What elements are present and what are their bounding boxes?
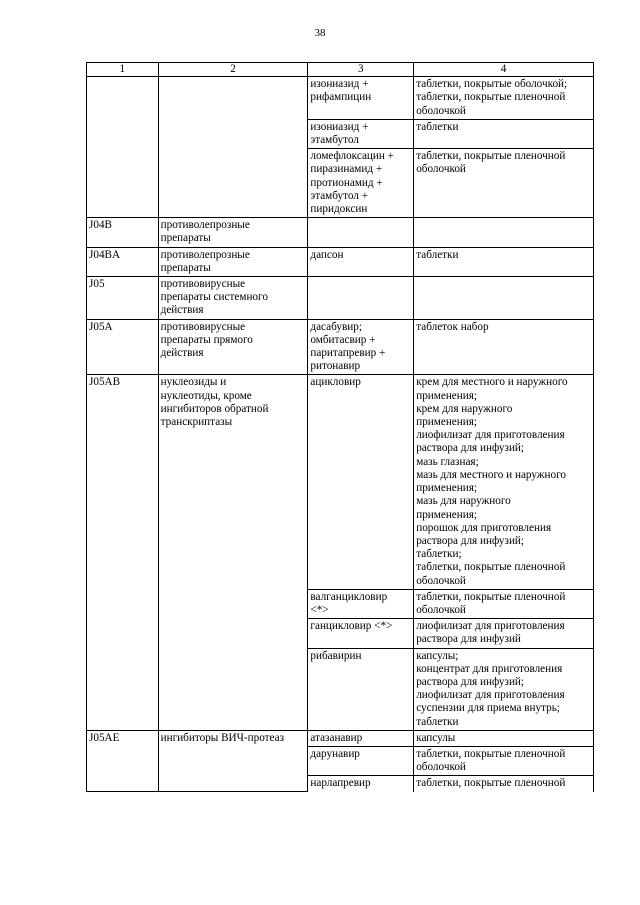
cell-line: лиофилизат для приготовления [416,689,565,702]
cell-line: атазанавир [310,731,363,744]
cell-line: таблетки, покрытые пленочной [416,590,566,603]
cell-line: таблетки, покрытые пленочной [416,561,566,574]
cell-line: таблеток набор [416,320,489,333]
atc-code-cell [87,247,159,276]
cell-line: мазь глазная; [416,455,479,468]
cell-line: J04BA [89,248,121,261]
cell-line: противолепрозные [160,219,250,232]
atc-code-cell [87,277,159,320]
cell-line: ингибиторов обратной [160,402,269,415]
cell-line: таблетки [416,248,459,261]
atc-group-cell [158,319,308,375]
cell-line: лиофилизат для приготовления [416,429,565,442]
cell-line: J05AE [89,731,120,744]
atc-group-cell [158,77,308,218]
cell-line: дарунавир [310,747,360,760]
column-header: 1 [87,63,159,77]
drug-name-cell [308,619,414,648]
cell-line: нарлапревир [310,777,371,790]
cell-line: мазь для наружного [416,495,511,508]
cell-line: капсулы; [416,649,459,662]
cell-line: этамбутол [310,134,359,147]
cell-line: нуклеотиды, кроме [160,389,252,402]
dosage-form-cell [414,375,594,589]
column-header: 3 [308,63,414,77]
cell-line: пиразинамид + [310,163,383,176]
cell-line: противовирусные [160,278,246,291]
drug-name-cell [308,319,414,375]
dosage-form-cell [414,589,594,618]
cell-line: действия [160,347,204,360]
cell-line: J05A [89,320,113,333]
cell-line: рибавирин [310,649,362,662]
cell-line: концентрат для приготовления [416,662,563,675]
cell-line: применения; [416,416,477,429]
drug-table [86,62,594,792]
dosage-form-cell [414,149,594,218]
atc-group-cell [158,730,308,791]
cell-line: суспензии для приема внутрь; [416,702,560,715]
cell-line: ганцикловир <*> [310,620,393,633]
drug-name-cell [308,119,414,148]
atc-code-cell [87,730,159,791]
drug-name-cell [308,149,414,218]
cell-line: ритонавир [310,360,361,373]
dosage-form-cell [414,619,594,648]
table-row [87,218,594,247]
drug-name-cell [308,277,414,320]
cell-line: раствора для инфузий; [416,534,525,547]
cell-line: дапсон [310,248,344,261]
cell-line: таблетки [416,715,459,728]
drug-name-cell [308,247,414,276]
cell-line: омбитасвир + [310,333,376,346]
cell-line: таблетки, покрытые пленочной [416,777,566,790]
atc-code-cell [87,218,159,247]
cell-line: J05 [89,278,105,291]
dosage-form-cell [414,319,594,375]
table-row [87,375,594,589]
column-header: 2 [158,63,308,77]
table-header-row [87,63,594,77]
drug-name-cell [308,648,414,730]
cell-line: лиофилизат для приготовления [416,620,565,633]
dosage-form-cell [414,247,594,276]
cell-line: раствора для инфузий [416,633,521,646]
atc-code-cell [87,319,159,375]
cell-line: применения; [416,389,477,402]
drug-name-cell [308,776,414,792]
cell-line: паритапревир + [310,347,386,360]
table-row [87,277,594,320]
cell-line: оболочкой [416,163,466,176]
dosage-form-cell [414,119,594,148]
drug-name-cell [308,218,414,247]
cell-line: применения; [416,508,477,521]
cell-line: валганцикловир [310,590,388,603]
drug-name-cell [308,730,414,746]
cell-line: препараты системного [160,291,268,304]
atc-code-cell [87,77,159,218]
cell-line: раствора для инфузий; [416,675,525,688]
cell-line: таблетки, покрытые пленочной [416,91,566,104]
cell-line: таблетки, покрытые оболочкой; [416,78,568,91]
cell-line: капсулы [416,731,456,744]
cell-line: оболочкой [416,574,466,587]
cell-line: изониазид + [310,120,369,133]
drug-name-cell [308,77,414,120]
drug-name-cell [308,375,414,589]
cell-line: дасабувир; [310,320,362,333]
dosage-form-cell [414,277,594,320]
cell-line: крем для местного и наружного [416,376,568,389]
cell-line: J05AB [89,376,121,389]
dosage-form-cell [414,218,594,247]
cell-line: крем для наружного [416,402,513,415]
dosage-form-cell [414,746,594,775]
cell-line: препараты [160,261,211,274]
cell-line: порошок для приготовления [416,521,552,534]
cell-line: ломефлоксацин + [310,150,394,163]
atc-group-cell [158,375,308,730]
cell-line: ацикловир [310,376,361,389]
cell-line: противовирусные [160,320,246,333]
cell-line: оболочкой [416,603,466,616]
dosage-form-cell [414,77,594,120]
cell-line: таблетки, покрытые пленочной [416,747,566,760]
cell-line: таблетки; [416,548,462,561]
drug-name-cell [308,746,414,775]
atc-group-cell [158,277,308,320]
cell-line: препараты [160,232,211,245]
table-row [87,730,594,746]
cell-line: нуклеозиды и [160,376,227,389]
table-row [87,319,594,375]
cell-line: оболочкой [416,104,466,117]
table-row [87,77,594,120]
cell-line: таблетки, покрытые пленочной [416,150,566,163]
atc-group-cell [158,218,308,247]
cell-line: этамбутол + [310,189,368,202]
cell-line: препараты прямого [160,333,253,346]
drug-name-cell [308,589,414,618]
cell-line: протионамид + [310,176,383,189]
cell-line: ингибиторы ВИЧ-протеаз [160,731,285,744]
cell-line: мазь для местного и наружного [416,468,567,481]
dosage-form-cell [414,776,594,792]
cell-line: таблетки [416,120,459,133]
column-header: 4 [414,63,594,77]
cell-line: применения; [416,482,477,495]
cell-line: изониазид + [310,78,369,91]
table-row [87,247,594,276]
cell-line: противолепрозные [160,248,250,261]
cell-line: пиридоксин [310,203,368,216]
cell-line: J04B [89,219,113,232]
atc-group-cell [158,247,308,276]
page-number: 38 [314,27,326,39]
cell-line: действия [160,304,204,317]
cell-line: транскриптазы [160,416,233,429]
dosage-form-cell [414,730,594,746]
atc-code-cell [87,375,159,730]
cell-line: <*> [310,603,329,616]
cell-line: раствора для инфузий; [416,442,525,455]
dosage-form-cell [414,648,594,730]
cell-line: рифампицин [310,91,372,104]
cell-line: оболочкой [416,761,466,774]
